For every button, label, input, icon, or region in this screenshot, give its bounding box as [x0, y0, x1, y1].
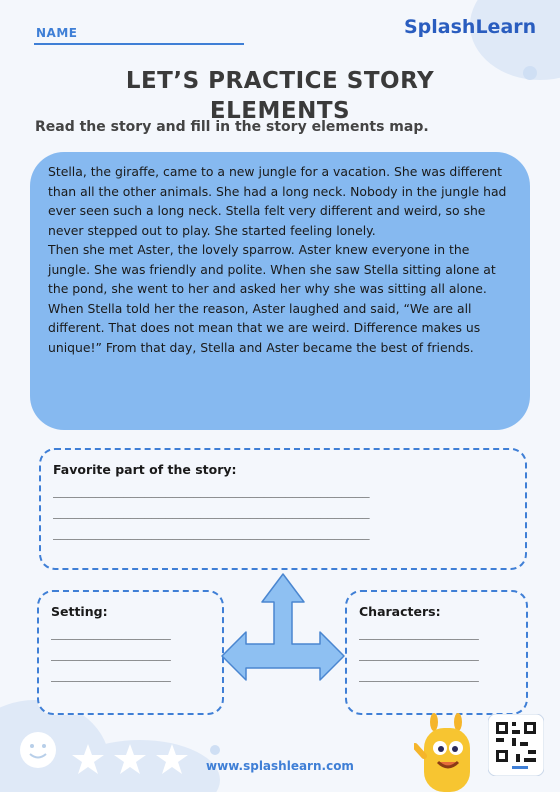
story-box [30, 152, 530, 430]
website-link[interactable]: www.splashlearn.com [206, 759, 354, 773]
favorite-part-label: Favorite part of the story: [53, 462, 237, 477]
favorite-part-box [39, 448, 527, 570]
setting-box [37, 590, 224, 715]
decor-dot [523, 66, 537, 80]
story-paragraph: Stella, the giraffe, came to a new jungle for a vacation. She was different than all the other animals. She had a long neck. Nobody in the jungle had ever seen such a long neck. Stella felt very different and weird, so she never stepped out to play. She started feeling lonely. [48, 164, 507, 238]
setting-label: Setting: [51, 604, 108, 619]
answer-line[interactable]: _____________________________________________ [53, 483, 370, 498]
name-label: NAME [36, 26, 78, 40]
brand-logo: SplashLearn [404, 16, 537, 38]
characters-box [345, 590, 528, 715]
characters-label: Characters: [359, 604, 441, 619]
page-title: LET’S PRACTICE STORY ELEMENTS [125, 68, 435, 124]
answer-line[interactable]: _________________ [51, 667, 171, 682]
answer-line[interactable]: _____________________________________________ [53, 504, 370, 519]
answer-line[interactable]: _________________ [359, 625, 479, 640]
decor-dot [210, 745, 220, 755]
three-way-arrow-icon [220, 572, 346, 688]
qr-code-icon[interactable] [488, 714, 544, 776]
story-paragraph: Then she met Aster, the lovely sparrow. Aster knew everyone in the jungle. She was friendly and polite. When she saw Stella sitting alone at the pond, she went to her and asked her why she was sitting all alone. [48, 242, 496, 296]
name-line[interactable] [34, 43, 244, 45]
answer-line[interactable]: _________________ [51, 646, 171, 661]
answer-line[interactable]: _____________________________________________ [53, 525, 370, 540]
answer-line[interactable]: _________________ [359, 667, 479, 682]
monster-mascot-icon [414, 712, 484, 792]
answer-line[interactable]: _________________ [51, 625, 171, 640]
instruction-text: Read the story and fill in the story elements map. [35, 119, 429, 135]
answer-line[interactable]: _________________ [359, 646, 479, 661]
story-paragraph: When Stella told her the reason, Aster laughed and said, “We are all different. That does not mean that we are weird. Difference makes us unique!” From that day, Stella and Aster became the best of friends. [48, 300, 481, 355]
